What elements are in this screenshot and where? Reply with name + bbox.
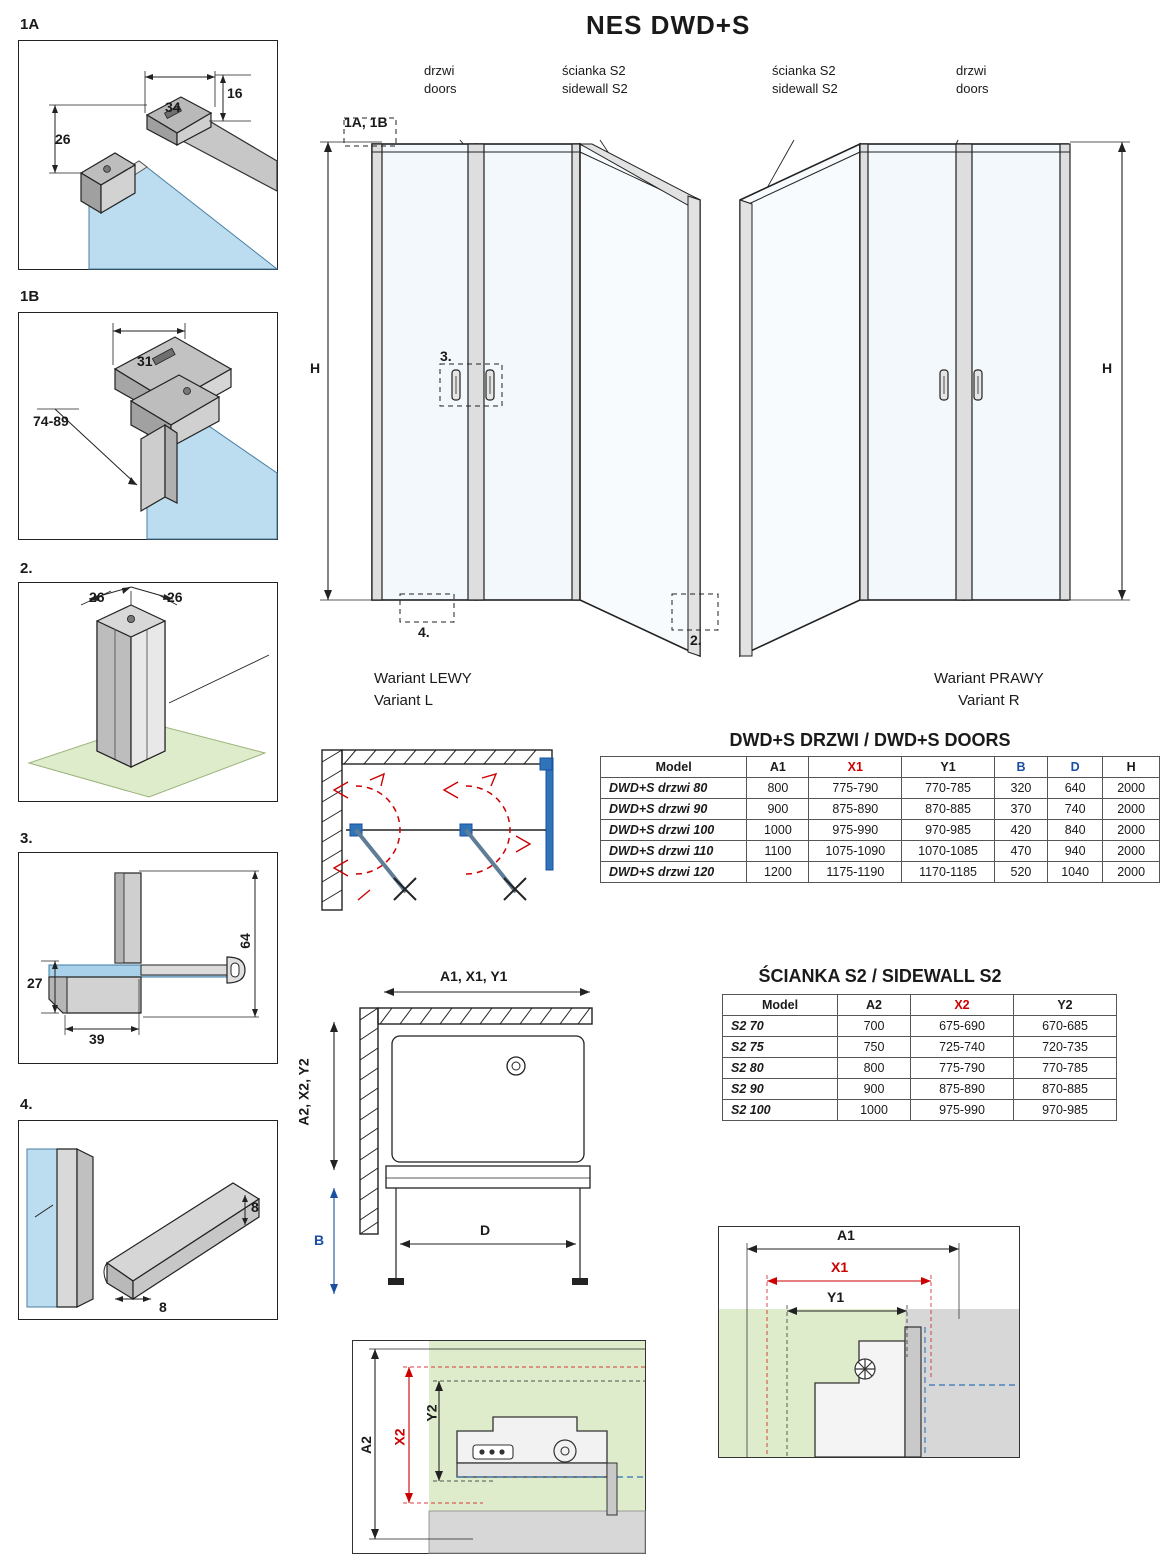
doors-cell-d: 740 bbox=[1048, 799, 1103, 820]
variant-left-pl: Wariant LEWY bbox=[374, 670, 472, 687]
plan-label-b: B bbox=[314, 1232, 325, 1248]
detail-panel-1b bbox=[18, 312, 278, 540]
corner-label-y1: Y1 bbox=[827, 1289, 845, 1305]
doors-cell-b: 370 bbox=[994, 799, 1047, 820]
doors-cell-a1: 800 bbox=[747, 778, 809, 799]
height-symbol-left: H bbox=[310, 360, 321, 376]
doors-cell-h: 2000 bbox=[1103, 820, 1160, 841]
page-title: NES DWD+S bbox=[586, 10, 751, 40]
doors-cell-x1: 875-890 bbox=[809, 799, 902, 820]
doors-cell-b: 470 bbox=[994, 841, 1047, 862]
sidewall-cell-model: S2 75 bbox=[723, 1037, 838, 1058]
callout-doors-right bbox=[956, 62, 989, 98]
table-row bbox=[601, 841, 1160, 862]
dim-2-26b: 26 bbox=[167, 589, 183, 605]
doors-cell-h: 2000 bbox=[1103, 799, 1160, 820]
doors-th-model: Model bbox=[601, 757, 747, 778]
doors-cell-d: 840 bbox=[1048, 820, 1103, 841]
variant-right-en: Variant R bbox=[958, 692, 1020, 709]
doors-cell-b: 520 bbox=[994, 862, 1047, 883]
corner-detail-a1 bbox=[718, 1226, 1020, 1458]
sidewall-cell-y2: 770-785 bbox=[1014, 1058, 1117, 1079]
sidewall-th-a2: A2 bbox=[838, 995, 911, 1016]
callout-doors-right-pl: drzwi bbox=[956, 63, 987, 78]
doors-cell-d: 940 bbox=[1048, 841, 1103, 862]
sidewall-cell-y2: 970-985 bbox=[1014, 1100, 1117, 1121]
doors-cell-a1: 1000 bbox=[747, 820, 809, 841]
table-row bbox=[723, 1037, 1117, 1058]
sidewall-cell-x2: 875-890 bbox=[911, 1079, 1014, 1100]
sidewall-cell-model: S2 100 bbox=[723, 1100, 838, 1121]
doors-cell-d: 640 bbox=[1048, 778, 1103, 799]
callout-doors-left-pl: drzwi bbox=[424, 63, 455, 78]
sidewall-th-x2: X2 bbox=[911, 995, 1014, 1016]
detail-label-2: 2. bbox=[20, 560, 33, 577]
doors-th-a1: A1 bbox=[747, 757, 809, 778]
callout-doors-left bbox=[424, 62, 457, 98]
sidewall-cell-model: S2 90 bbox=[723, 1079, 838, 1100]
sidewall-cell-a2: 900 bbox=[838, 1079, 911, 1100]
callout-sidewall-left bbox=[562, 62, 628, 98]
dim-2-26a: 26 bbox=[89, 589, 105, 605]
dim-3-39: 39 bbox=[89, 1031, 105, 1047]
sidewall-th-model: Model bbox=[723, 995, 838, 1016]
dim-1a-26: 26 bbox=[55, 131, 71, 147]
table-row bbox=[723, 1016, 1117, 1037]
doors-cell-model: DWD+S drzwi 120 bbox=[601, 862, 747, 883]
dim-1b-74-89: 74-89 bbox=[33, 413, 69, 429]
dim-4-8-vertical: 8 bbox=[251, 1199, 259, 1215]
door-swing-plan bbox=[310, 740, 580, 930]
dim-3-27: 27 bbox=[27, 975, 43, 991]
table-row bbox=[723, 1100, 1117, 1121]
detail-label-1b: 1B bbox=[20, 288, 40, 305]
sidewall-table-title: ŚCIANKA S2 / SIDEWALL S2 bbox=[758, 966, 1002, 986]
callout-sidewall-right-pl: ścianka S2 bbox=[772, 63, 836, 78]
variant-left-caption bbox=[374, 668, 472, 712]
doors-cell-x1: 1075-1090 bbox=[809, 841, 902, 862]
doors-th-x1: X1 bbox=[809, 757, 902, 778]
corner-label-y2: Y2 bbox=[423, 1404, 440, 1422]
doors-cell-h: 2000 bbox=[1103, 862, 1160, 883]
sidewall-cell-x2: 675-690 bbox=[911, 1016, 1014, 1037]
marker-4: 4. bbox=[418, 624, 430, 640]
variant-right-caption bbox=[934, 668, 1044, 712]
height-symbol-right: H bbox=[1102, 360, 1113, 376]
sidewall-cell-y2: 720-735 bbox=[1014, 1037, 1117, 1058]
sidewall-cell-a2: 800 bbox=[838, 1058, 911, 1079]
callout-sidewall-right bbox=[772, 62, 838, 98]
doors-cell-d: 1040 bbox=[1048, 862, 1103, 883]
sidewall-cell-model: S2 70 bbox=[723, 1016, 838, 1037]
sidewall-th-y2: Y2 bbox=[1014, 995, 1117, 1016]
corner-label-x1: X1 bbox=[831, 1259, 849, 1275]
doors-cell-h: 2000 bbox=[1103, 841, 1160, 862]
sidewall-cell-y2: 870-885 bbox=[1014, 1079, 1117, 1100]
doors-table bbox=[600, 756, 1160, 883]
detail-panel-3 bbox=[18, 852, 278, 1064]
doors-cell-model: DWD+S drzwi 80 bbox=[601, 778, 747, 799]
doors-cell-b: 320 bbox=[994, 778, 1047, 799]
doors-cell-a1: 1100 bbox=[747, 841, 809, 862]
callout-sidewall-left-pl: ścianka S2 bbox=[562, 63, 626, 78]
doors-cell-y1: 870-885 bbox=[902, 799, 995, 820]
sidewall-cell-y2: 670-685 bbox=[1014, 1016, 1117, 1037]
doors-cell-a1: 900 bbox=[747, 799, 809, 820]
detail-label-3: 3. bbox=[20, 830, 33, 847]
sidewall-cell-model: S2 80 bbox=[723, 1058, 838, 1079]
detail-label-4: 4. bbox=[20, 1096, 33, 1113]
corner-label-a1: A1 bbox=[837, 1227, 855, 1243]
table-row bbox=[723, 1058, 1117, 1079]
detail-panel-1a bbox=[18, 40, 278, 270]
doors-cell-model: DWD+S drzwi 100 bbox=[601, 820, 747, 841]
callout-doors-right-en: doors bbox=[956, 81, 989, 96]
doors-cell-x1: 1175-1190 bbox=[809, 862, 902, 883]
doors-cell-model: DWD+S drzwi 90 bbox=[601, 799, 747, 820]
plan-label-left: A2, X2, Y2 bbox=[295, 1058, 312, 1126]
dim-1b-31: 31 bbox=[137, 353, 153, 369]
corner-label-a2: A2 bbox=[357, 1436, 374, 1454]
variant-left-en: Variant L bbox=[374, 692, 433, 709]
corner-label-x2: X2 bbox=[391, 1428, 408, 1446]
plan-label-top: A1, X1, Y1 bbox=[440, 968, 508, 984]
corner-detail-a2 bbox=[352, 1340, 646, 1554]
doors-th-b: B bbox=[994, 757, 1047, 778]
doors-cell-y1: 970-985 bbox=[902, 820, 995, 841]
table-row bbox=[601, 778, 1160, 799]
doors-cell-x1: 775-790 bbox=[809, 778, 902, 799]
marker-3: 3. bbox=[440, 348, 452, 364]
doors-cell-a1: 1200 bbox=[747, 862, 809, 883]
callout-sidewall-right-en: sidewall S2 bbox=[772, 81, 838, 96]
table-row bbox=[601, 862, 1160, 883]
sidewall-cell-x2: 725-740 bbox=[911, 1037, 1014, 1058]
doors-cell-h: 2000 bbox=[1103, 778, 1160, 799]
doors-cell-y1: 770-785 bbox=[902, 778, 995, 799]
callout-doors-left-en: doors bbox=[424, 81, 457, 96]
sidewall-table-header-row bbox=[723, 995, 1117, 1016]
doors-cell-y1: 1070-1085 bbox=[902, 841, 995, 862]
dim-1a-34: 34 bbox=[165, 99, 181, 115]
doors-table-title: DWD+S DRZWI / DWD+S DOORS bbox=[729, 730, 1011, 750]
table-row bbox=[723, 1079, 1117, 1100]
dim-1a-16: 16 bbox=[227, 85, 243, 101]
marker-1a-1b: 1A, 1B bbox=[344, 114, 388, 130]
sidewall-cell-a2: 750 bbox=[838, 1037, 911, 1058]
callout-sidewall-left-en: sidewall S2 bbox=[562, 81, 628, 96]
variant-right-pl: Wariant PRAWY bbox=[934, 670, 1044, 687]
detail-label-1a: 1A bbox=[20, 16, 40, 33]
detail-panel-4 bbox=[18, 1120, 278, 1320]
variant-right-drawing bbox=[730, 100, 1140, 660]
doors-cell-b: 420 bbox=[994, 820, 1047, 841]
doors-th-y1: Y1 bbox=[902, 757, 995, 778]
sidewall-cell-a2: 1000 bbox=[838, 1100, 911, 1121]
variant-left-drawing bbox=[300, 100, 720, 660]
detail-panel-2 bbox=[18, 582, 278, 802]
dim-4-8-horizontal: 8 bbox=[159, 1299, 167, 1315]
doors-table-header-row bbox=[601, 757, 1160, 778]
dim-3-64: 64 bbox=[236, 933, 253, 949]
doors-cell-x1: 975-990 bbox=[809, 820, 902, 841]
doors-th-d: D bbox=[1048, 757, 1103, 778]
marker-2: 2. bbox=[690, 632, 702, 648]
sidewall-cell-a2: 700 bbox=[838, 1016, 911, 1037]
table-row bbox=[601, 799, 1160, 820]
sidewall-table bbox=[722, 994, 1117, 1121]
sidewall-cell-x2: 975-990 bbox=[911, 1100, 1014, 1121]
sidewall-cell-x2: 775-790 bbox=[911, 1058, 1014, 1079]
dimension-plan-view bbox=[295, 960, 640, 1320]
table-row bbox=[601, 820, 1160, 841]
doors-cell-y1: 1170-1185 bbox=[902, 862, 995, 883]
doors-cell-model: DWD+S drzwi 110 bbox=[601, 841, 747, 862]
plan-label-d: D bbox=[480, 1222, 491, 1238]
doors-th-h: H bbox=[1103, 757, 1160, 778]
